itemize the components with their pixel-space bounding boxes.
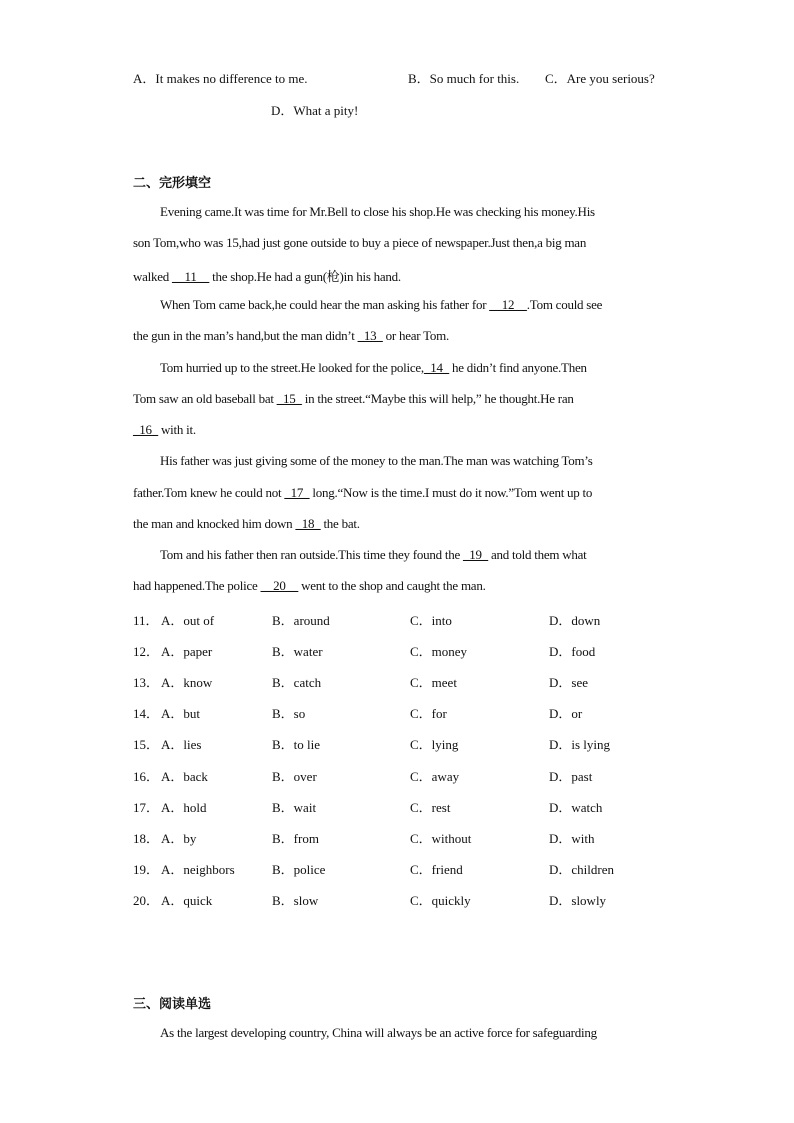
choice-b: B．so bbox=[272, 706, 306, 721]
blank-13: _13_ bbox=[357, 328, 383, 343]
passage-line bbox=[133, 578, 486, 594]
choice-b: B．water bbox=[272, 644, 323, 659]
question-row bbox=[133, 828, 673, 846]
passage-text: Evening came.It was time for Mr.Bell to close his shop.He was checking his money.His bbox=[160, 204, 595, 219]
choice-a: A．out of bbox=[161, 613, 215, 628]
passage-text: in the street.“Maybe this will help,” he thought.He ran bbox=[301, 391, 574, 406]
passage-line bbox=[160, 297, 602, 313]
passage-text: His father was just giving some of the money to the man.The man was watching Tom’s bbox=[160, 453, 593, 468]
blank-18: _18_ bbox=[295, 516, 321, 531]
choice-a: A．hold bbox=[161, 800, 207, 815]
passage-line bbox=[133, 235, 586, 251]
passage-line bbox=[160, 204, 595, 220]
question-number: 15． bbox=[133, 737, 160, 752]
question-row bbox=[133, 859, 673, 877]
blank-15: _15_ bbox=[276, 391, 302, 406]
choice-b: B．police bbox=[272, 862, 326, 877]
question-row bbox=[133, 797, 673, 815]
passage-line bbox=[133, 485, 592, 501]
passage-text: father.Tom knew he could not bbox=[133, 485, 285, 500]
question-row bbox=[133, 766, 673, 784]
choice-d: D．see bbox=[549, 675, 588, 690]
choice-a: A．but bbox=[161, 706, 201, 721]
passage-text: Tom saw an old baseball bat bbox=[133, 391, 277, 406]
question-row bbox=[133, 641, 673, 659]
choice-b: B．from bbox=[272, 831, 319, 846]
choice-d: D．slowly bbox=[549, 893, 607, 908]
question-number: 18． bbox=[133, 831, 160, 846]
passage-text: the man and knocked him down bbox=[133, 516, 296, 531]
choice-d: D．past bbox=[549, 769, 593, 784]
choice-a: A．by bbox=[161, 831, 197, 846]
passage-text: the bat. bbox=[320, 516, 360, 531]
question-row bbox=[133, 610, 673, 628]
choice-a: A．quick bbox=[161, 893, 213, 908]
choice-c: C．rest bbox=[410, 800, 451, 815]
choice-c: C．money bbox=[410, 644, 468, 659]
passage-text: Tom and his father then ran outside.This time they found the bbox=[160, 547, 463, 562]
question-number: 20． bbox=[133, 893, 160, 908]
passage-text: Tom hurried up to the street.He looked for the police, bbox=[160, 360, 424, 375]
choice-c: C．away bbox=[410, 769, 460, 784]
choice-a: A．paper bbox=[161, 644, 213, 659]
choice-c: C．friend bbox=[410, 862, 463, 877]
choice-a: A．lies bbox=[161, 737, 202, 752]
passage-line bbox=[133, 266, 401, 285]
blank-16: _16_ bbox=[133, 422, 158, 437]
choice-c: C．into bbox=[410, 613, 452, 628]
passage-line bbox=[133, 422, 196, 438]
passage-text: he didn’t find anyone.Then bbox=[448, 360, 587, 375]
blank-20: __20__ bbox=[260, 578, 299, 593]
passage-text: the shop.He had a gun(枪)in his hand. bbox=[209, 269, 401, 284]
passage-text: the gun in the man’s hand,but the man didn’t bbox=[133, 328, 358, 343]
choice-d: D．with bbox=[549, 831, 595, 846]
question-row bbox=[133, 703, 673, 721]
choice-c: C．for bbox=[410, 706, 447, 721]
blank-11: __11__ bbox=[172, 269, 210, 284]
choice-b: B．slow bbox=[272, 893, 319, 908]
question-number: 11． bbox=[133, 613, 159, 628]
question-number: 13． bbox=[133, 675, 160, 690]
passage-line bbox=[160, 453, 593, 469]
passage-line bbox=[160, 1025, 597, 1041]
choice-c: C．lying bbox=[410, 737, 459, 752]
option-b: B．So much for this. bbox=[408, 71, 520, 86]
question-row bbox=[133, 734, 673, 752]
question-number: 12． bbox=[133, 644, 160, 659]
passage-text: or hear Tom. bbox=[382, 328, 450, 343]
choice-a: A．know bbox=[161, 675, 213, 690]
choice-d: D．is lying bbox=[549, 737, 611, 752]
section-heading-cloze: 二、完形填空 bbox=[133, 176, 212, 191]
question-row bbox=[133, 890, 673, 908]
section-heading-reading: 三、阅读单选 bbox=[133, 997, 212, 1012]
passage-line bbox=[160, 547, 587, 563]
passage-line bbox=[133, 516, 360, 532]
choice-b: B．over bbox=[272, 769, 317, 784]
choice-b: B．to lie bbox=[272, 737, 321, 752]
question-number: 17． bbox=[133, 800, 160, 815]
passage-text: long.“Now is the time.I must do it now.”Tom went up to bbox=[309, 485, 593, 500]
passage-text: and told them what bbox=[488, 547, 587, 562]
passage-text: When Tom came back,he could hear the man asking his father for bbox=[160, 297, 490, 312]
choice-b: B．around bbox=[272, 613, 330, 628]
passage-text: .Tom could see bbox=[526, 297, 603, 312]
passage-line bbox=[160, 360, 587, 376]
passage-text: with it. bbox=[158, 422, 196, 437]
choice-d: D．or bbox=[549, 706, 583, 721]
choice-d: D．food bbox=[549, 644, 596, 659]
choice-c: C．without bbox=[410, 831, 472, 846]
option-a: A．It makes no difference to me. bbox=[133, 71, 308, 86]
blank-19: _19_ bbox=[463, 547, 488, 562]
choice-d: D．children bbox=[549, 862, 614, 877]
question-number: 16． bbox=[133, 769, 160, 784]
choice-c: C．quickly bbox=[410, 893, 471, 908]
passage-text: had happened.The police bbox=[133, 578, 261, 593]
choice-d: D．down bbox=[549, 613, 601, 628]
option-d: D．What a pity! bbox=[271, 103, 359, 118]
question-number: 14． bbox=[133, 706, 160, 721]
passage-line bbox=[133, 391, 574, 407]
question-number: 19． bbox=[133, 862, 160, 877]
option-c: C．Are you serious? bbox=[545, 71, 655, 86]
choice-a: A．neighbors bbox=[161, 862, 235, 877]
question-row bbox=[133, 672, 673, 690]
passage-text: As the largest developing country, China will always be an active force for safeguarding bbox=[160, 1025, 597, 1040]
choice-a: A．back bbox=[161, 769, 208, 784]
blank-14: _14_ bbox=[423, 360, 449, 375]
blank-17: _17_ bbox=[284, 485, 310, 500]
choice-d: D．watch bbox=[549, 800, 603, 815]
blank-12: __12__ bbox=[489, 297, 527, 312]
passage-text: son Tom,who was 15,had just gone outside to buy a piece of newspaper.Just then,a big man bbox=[133, 235, 587, 250]
choice-c: C．meet bbox=[410, 675, 457, 690]
passage-line bbox=[133, 328, 449, 344]
choice-b: B．catch bbox=[272, 675, 322, 690]
passage-text: walked bbox=[133, 269, 173, 284]
passage-text: went to the shop and caught the man. bbox=[298, 578, 486, 593]
choice-b: B．wait bbox=[272, 800, 317, 815]
